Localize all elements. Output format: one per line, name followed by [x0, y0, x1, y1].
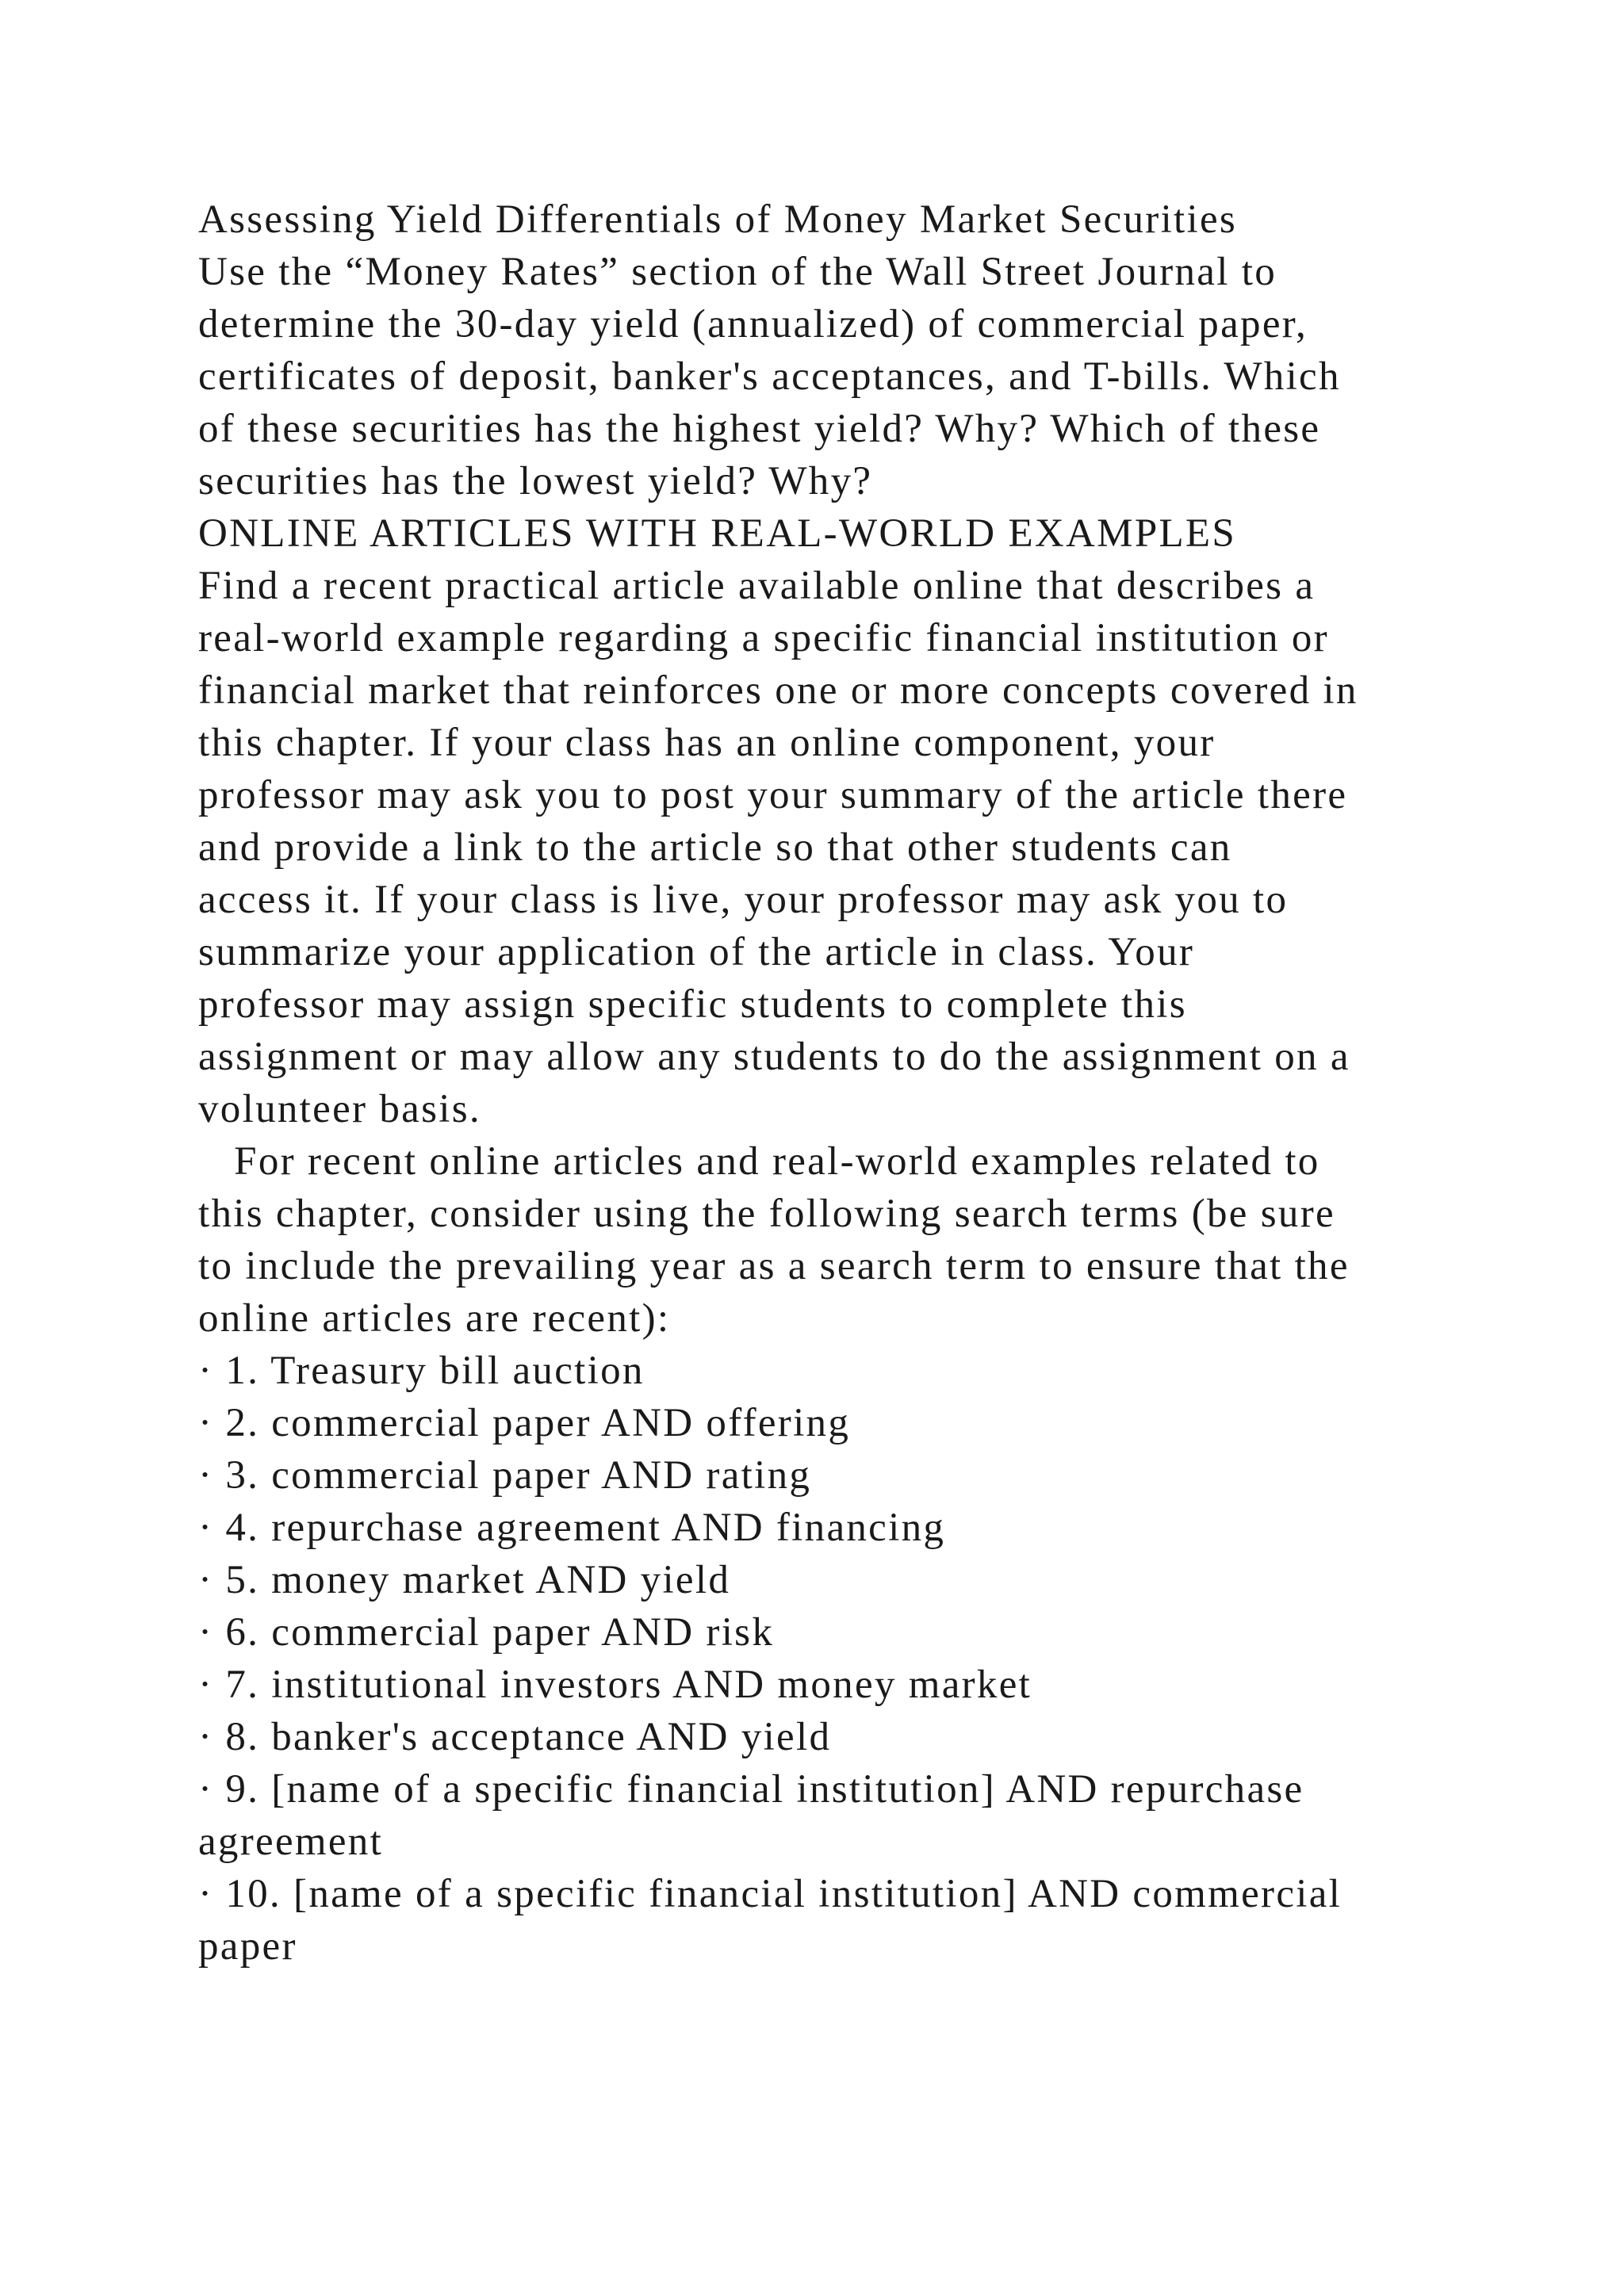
list-item: · 10. [name of a specific financial institution] AND commercial	[198, 1872, 1342, 1916]
list-item: · 1. Treasury bill auction	[198, 1349, 645, 1393]
body-line: online articles are recent):	[198, 1296, 671, 1341]
list-item: · 7. institutional investors AND money market	[198, 1663, 1032, 1707]
section-heading: ONLINE ARTICLES WITH REAL-WORLD EXAMPLES	[198, 511, 1237, 556]
list-item: · 8. banker's acceptance AND yield	[198, 1715, 832, 1759]
list-item-continuation: agreement	[198, 1820, 384, 1864]
body-line: determine the 30-day yield (annualized) of commercial paper,	[198, 302, 1308, 346]
list-item: · 3. commercial paper AND rating	[198, 1453, 812, 1498]
body-line: real-world example regarding a specific financial institution or	[198, 616, 1329, 660]
document-body	[198, 193, 1499, 1973]
body-line: For recent online articles and real-world examples related to	[198, 1139, 1320, 1184]
body-line: to include the prevailing year as a search term to ensure that the	[198, 1244, 1350, 1288]
body-line: this chapter. If your class has an online component, your	[198, 721, 1216, 765]
list-item: · 4. repurchase agreement AND financing	[198, 1506, 946, 1550]
body-line: securities has the lowest yield? Why?	[198, 459, 873, 503]
body-line: of these securities has the highest yield? Why? Which of these	[198, 407, 1321, 451]
body-line: professor may ask you to post your summary of the article there	[198, 773, 1348, 817]
body-line: Find a recent practical article available online that describes a	[198, 564, 1316, 608]
body-line: certificates of deposit, banker's acceptances, and T-bills. Which	[198, 354, 1341, 399]
body-line: professor may assign specific students to complete this	[198, 982, 1187, 1027]
section-title: Assessing Yield Differentials of Money Market Securities	[198, 197, 1238, 242]
body-line: financial market that reinforces one or more concepts covered in	[198, 668, 1358, 713]
list-item-continuation: paper	[198, 1924, 297, 1969]
body-line: this chapter, consider using the following search terms (be sure	[198, 1192, 1335, 1236]
body-line: summarize your application of the article in class. Your	[198, 930, 1195, 974]
body-line: volunteer basis.	[198, 1087, 481, 1131]
body-line: assignment or may allow any students to do the assignment on a	[198, 1035, 1350, 1079]
list-item: · 9. [name of a specific financial institution] AND repurchase	[198, 1767, 1304, 1812]
body-line: Use the “Money Rates” section of the Wall Street Journal to	[198, 250, 1277, 294]
body-line: and provide a link to the article so that other students can	[198, 825, 1232, 870]
list-item: · 5. money market AND yield	[198, 1558, 731, 1602]
list-item: · 6. commercial paper AND risk	[198, 1610, 775, 1655]
body-line: access it. If your class is live, your professor may ask you to	[198, 878, 1289, 922]
list-item: · 2. commercial paper AND offering	[198, 1401, 851, 1445]
